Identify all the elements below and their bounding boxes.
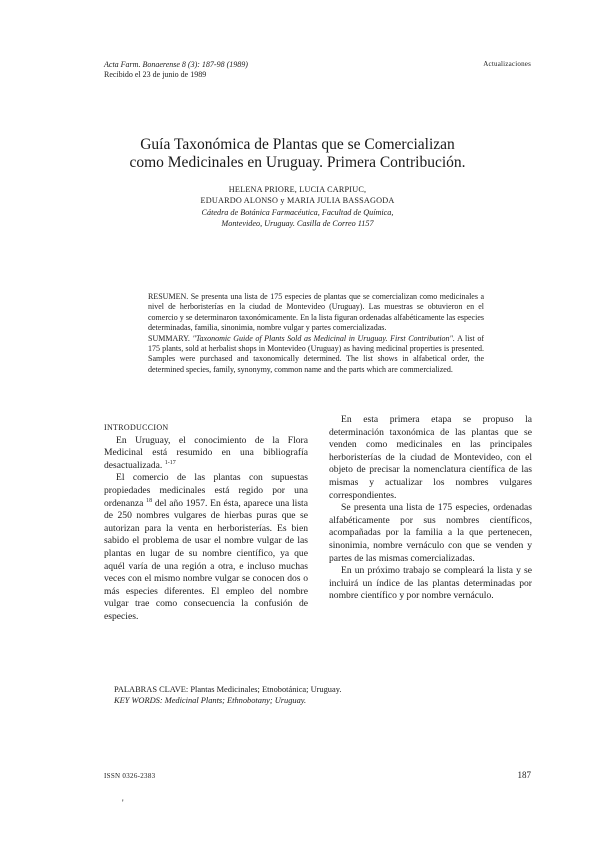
- keywords-en-label: KEY WORDS:: [114, 696, 163, 705]
- resumen-text: Se presenta una lista de 175 especies de plantas que se comercializan como medicinales a nivel de herboristerías en la ciudad de Montevideo (Uruguay). Las muestras se obtuvieron en el comercio y se determinaron taxonómicamente. En la lista figuran ordenadas alfabéticamente las especies determinadas, familia, sinonimia, nombre vulgar y partes comercializadas.: [148, 292, 484, 333]
- received-date: Recibido el 23 de junio de 1989: [104, 70, 207, 79]
- affiliation: [60, 207, 535, 229]
- resumen-label: RESUMEN.: [148, 292, 189, 301]
- paragraph: En un próximo trabajo se compleará la lista y se incluirá un índice de las plantas determinadas por nombre científico y por nombre vernáculo.: [329, 565, 532, 602]
- keywords-es-label: PALABRAS CLAVE:: [114, 685, 189, 694]
- paragraph: [104, 435, 308, 473]
- affiliation-line: Montevideo, Uruguay. Casilla de Correo 1157: [221, 219, 374, 228]
- author-line: HELENA PRIORE, LUCIA CARPIUC,: [228, 185, 367, 194]
- affiliation-line: Cátedra de Botánica Farmacéutica, Facultad de Química,: [201, 208, 394, 217]
- paragraph-text: El comercio de las plantas con supuestas propiedades medicinales está regido por una ordenanza: [104, 472, 308, 509]
- section-label: Actualizaciones: [483, 60, 531, 68]
- paragraph-text: En Uruguay, el conocimiento de la Flora Medicinal está resumido en una bibliografía desactualizada.: [104, 434, 308, 471]
- journal-citation: Acta Farm. Bonaerense 8 (3): 187-98 (1989): [104, 60, 248, 69]
- page-number: 187: [517, 770, 531, 780]
- paper-title: [60, 136, 535, 172]
- paragraph: Se presenta una lista de 175 especies, ordenadas alfabéticamente por sus nombres científicos, acompañadas por la familia a la que pertenecen, sinonimia, nombre vernáculo con que se venden y partes de las mismas comercializadas.: [329, 502, 532, 564]
- stray-mark: ': [122, 798, 124, 808]
- section-heading: INTRODUCCION: [104, 423, 169, 432]
- citation-ref: 18: [146, 497, 153, 504]
- body-column-right: [329, 414, 532, 603]
- author-list: [60, 185, 535, 206]
- keywords-block: [114, 684, 341, 706]
- keywords-en: [114, 695, 341, 706]
- title-line: como Medicinales en Uruguay. Primera Contribución.: [129, 154, 466, 171]
- summary-label: SUMMARY.: [148, 333, 190, 343]
- keywords-es: [114, 684, 341, 695]
- abstract: [148, 292, 484, 375]
- title-line: Guía Taxonómica de Plantas que se Comercializan: [140, 136, 455, 153]
- running-header: [104, 60, 248, 80]
- resumen: [148, 292, 484, 334]
- keywords-en-text: Medicinal Plants; Ethnobotany; Uruguay.: [164, 696, 307, 705]
- citation-ref: 1-17: [164, 459, 176, 466]
- paragraph: [104, 472, 308, 623]
- summary: [148, 334, 484, 376]
- keywords-es-text: Plantas Medicinales; Etnobotánica; Uruguay.: [190, 685, 342, 694]
- summary-text: A list of 175 plants, sold at herbalist shops in Montevideo (Uruguay) as having medicinal properties is presented. Samples were purchased and taxonomically determined. The list shows in alfabetical order, the determined species, family, synonymy, common name and the parts which are commercialized.: [148, 333, 485, 374]
- paragraph: En esta primera etapa se propuso la determinación taxonómica de las plantas que se venden como medicinales en las principales herboristerías de la ciudad de Montevideo, con el objeto de precisar la nomenclatura científica de las mismas y actualizar los nombres vulgares correspondientes.: [329, 414, 532, 501]
- issn: ISSN 0326-2383: [104, 772, 156, 780]
- author-line: EDUARDO ALONSO y MARIA JULIA BASSAGODA: [200, 195, 395, 205]
- paragraph-text: del año 1957. En ésta, aparece una lista de 250 nombres vulgares de hierbas puras que se autorizan para la venta en herboristerías. Es bien sabido el problema de usar el nombre vulgar de las plantas en lugar de su nombre científico, ya que aquél varía de una región a otra, e incluso muchas veces con el mismo nombre vulgar se conocen dos o más especies diferentes. El empleo del nombre vulgar trae como consecuencia la confusión de especies.: [104, 497, 308, 622]
- summary-title: "Taxonomic Guide of Plants Sold as Medicinal in Uruguay. First Contribution".: [192, 333, 455, 343]
- body-column-left: [104, 422, 308, 624]
